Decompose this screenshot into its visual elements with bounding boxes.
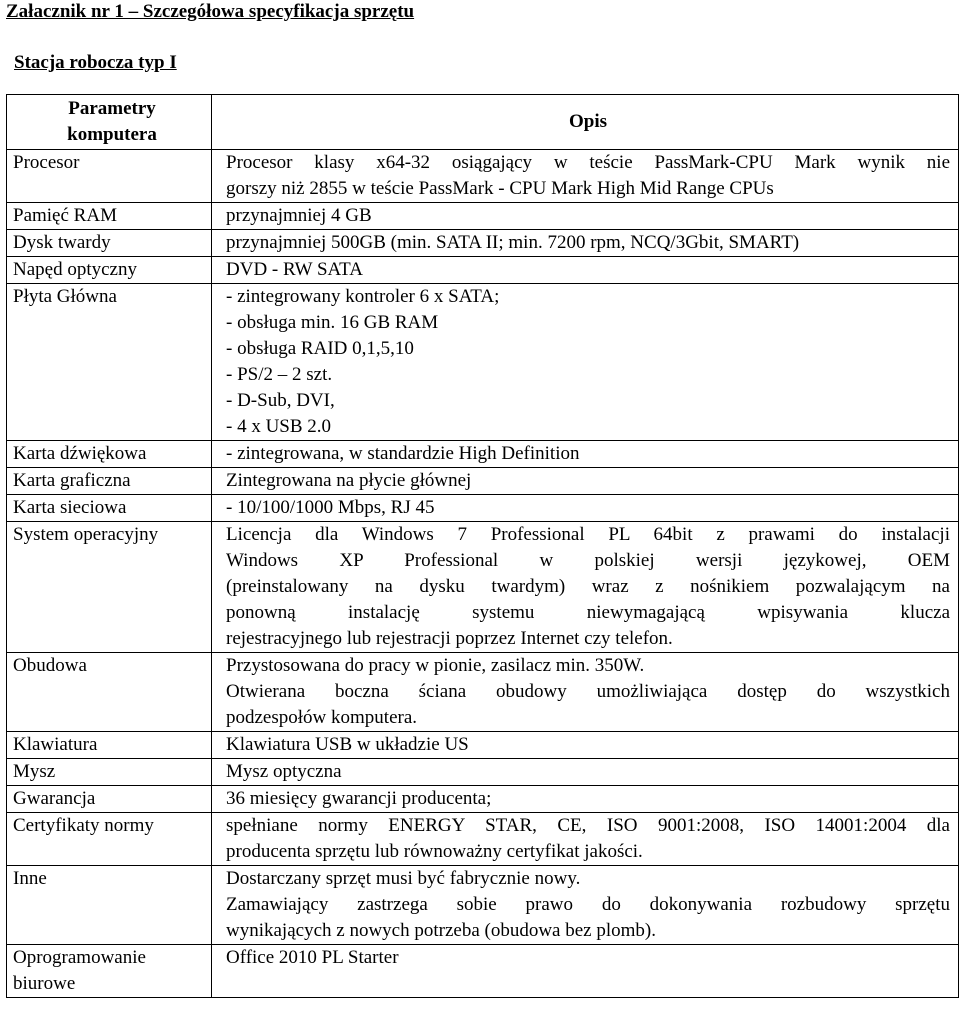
row-param: Inne [7,866,212,945]
table-row [7,759,959,786]
row-param: Dysk twardy [7,230,212,257]
row-param: Obudowa [7,653,212,732]
table-row [7,866,959,945]
row-desc: 36 miesięcy gwarancji producenta; [212,786,959,813]
table-row [7,441,959,468]
table-row [7,786,959,813]
row-param: Klawiatura [7,732,212,759]
table-row [7,653,959,732]
row-desc: - 10/100/1000 Mbps, RJ 45 [212,495,959,522]
table-row [7,230,959,257]
row-param: Karta dźwiękowa [7,441,212,468]
row-param: Certyfikaty normy [7,813,212,866]
table-row [7,203,959,230]
row-desc: Procesor klasy x64-32 osiągający w teście PassMark-CPU Mark wynik nie gorszy niż 2855 w teście PassMark - CPU Mark High Mid Range CPUs [212,150,959,203]
header-param: Parametry komputera [7,95,212,150]
row-param: Karta sieciowa [7,495,212,522]
row-param: Pamięć RAM [7,203,212,230]
row-desc: Office 2010 PL Starter [212,945,959,998]
table-row [7,284,959,441]
header-desc: Opis [212,95,959,150]
table-row [7,150,959,203]
row-desc: spełniane normy ENERGY STAR, CE, ISO 9001:2008, ISO 14001:2004 dla producenta sprzętu lub równoważny certyfikat jakości. [212,813,959,866]
row-param: Gwarancja [7,786,212,813]
row-param: Procesor [7,150,212,203]
row-desc: Zintegrowana na płycie głównej [212,468,959,495]
table-row [7,813,959,866]
table-header-row [7,95,959,150]
page-subtitle: Stacja robocza typ I [14,52,177,73]
table-row [7,732,959,759]
row-desc: Dostarczany sprzęt musi być fabrycznie nowy. Zamawiający zastrzega sobie prawo do dokonywania rozbudowy sprzętu wynikających z nowych potrzeba (obudowa bez plomb). [212,866,959,945]
page-title: Załacznik nr 1 – Szczegółowa specyfikacja sprzętu [6,1,415,22]
row-desc: Licencja dla Windows 7 Professional PL 64bit z prawami do instalacji Windows XP Professional w polskiej wersji językowej, OEM (preinstalowany na dysku twardym) wraz z nośnikiem pozwalającym na ponowną instalację systemu niewymagającą wpisywania klucza rejestracyjnego lub rejestracji poprzez Internet czy telefon. [212,522,959,653]
spec-table [6,94,959,998]
row-param: Płyta Główna [7,284,212,441]
table-row [7,945,959,998]
row-desc: Mysz optyczna [212,759,959,786]
row-desc: - zintegrowany kontroler 6 x SATA; - obsługa min. 16 GB RAM - obsługa RAID 0,1,5,10 - PS/2 – 2 szt. - D-Sub, DVI, - 4 x USB 2.0 [212,284,959,441]
row-param: Oprogramowanie biurowe [7,945,212,998]
row-desc: przynajmniej 500GB (min. SATA II; min. 7200 rpm, NCQ/3Gbit, SMART) [212,230,959,257]
row-param: Karta graficzna [7,468,212,495]
row-desc: Klawiatura USB w układzie US [212,732,959,759]
row-desc: przynajmniej 4 GB [212,203,959,230]
row-param: System operacyjny [7,522,212,653]
row-param: Napęd optyczny [7,257,212,284]
row-desc: - zintegrowana, w standardzie High Definition [212,441,959,468]
table-row [7,495,959,522]
row-param: Mysz [7,759,212,786]
table-row [7,522,959,653]
table-row [7,257,959,284]
table-row [7,468,959,495]
row-desc: Przystosowana do pracy w pionie, zasilacz min. 350W. Otwierana boczna ściana obudowy umożliwiająca dostęp do wszystkich podzespołów komputera. [212,653,959,732]
row-desc: DVD - RW SATA [212,257,959,284]
